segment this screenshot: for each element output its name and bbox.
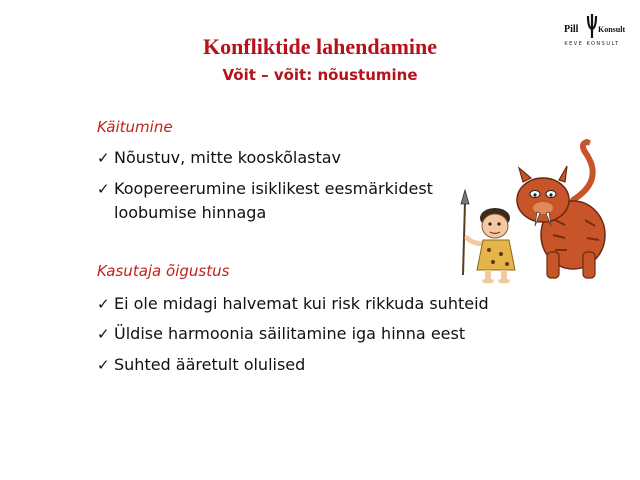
list-item-text: Ei ole midagi halvemat kui risk rikkuda suhteid xyxy=(114,294,489,313)
check-icon: ✓ xyxy=(97,356,110,374)
check-icon: ✓ xyxy=(97,149,110,167)
caveman-icon xyxy=(461,190,515,284)
logo-wordmark-left: Pill xyxy=(564,24,579,35)
slide-title: Konfliktide lahendamine xyxy=(202,34,438,59)
logo-tagline: KEVE KONSULT xyxy=(564,41,620,47)
caveman-and-cat-illustration xyxy=(455,140,615,285)
list-item xyxy=(97,146,341,170)
company-logo xyxy=(548,12,632,50)
check-icon: ✓ xyxy=(97,325,110,343)
section-heading-kaitumine: Käitumine xyxy=(97,118,173,136)
list-item xyxy=(97,322,465,346)
check-icon: ✓ xyxy=(97,295,110,313)
list-item-text: Üldise harmoonia säilitamine iga hinna eest xyxy=(114,324,466,343)
list-item-text: Koopereerumine isiklikest eesmärkidest xyxy=(114,179,433,198)
list-item xyxy=(97,353,305,377)
list-item xyxy=(97,177,433,225)
slide-subtitle: Võit – võit: nõustumine xyxy=(222,66,418,84)
section-heading-kasutaja-oigustus: Kasutaja õigustus xyxy=(97,262,230,280)
list-item-text: Nõustuv, mitte kooskõlastav xyxy=(114,148,342,167)
logo-mark-icon xyxy=(562,12,626,40)
list-item xyxy=(97,292,489,316)
list-item-text: Suhted ääretult olulised xyxy=(114,355,306,374)
cat-icon xyxy=(517,140,605,278)
list-item-continuation: loobumise hinnaga xyxy=(114,203,267,222)
logo-wordmark-right: Konsult xyxy=(598,25,626,34)
check-icon: ✓ xyxy=(97,180,110,198)
